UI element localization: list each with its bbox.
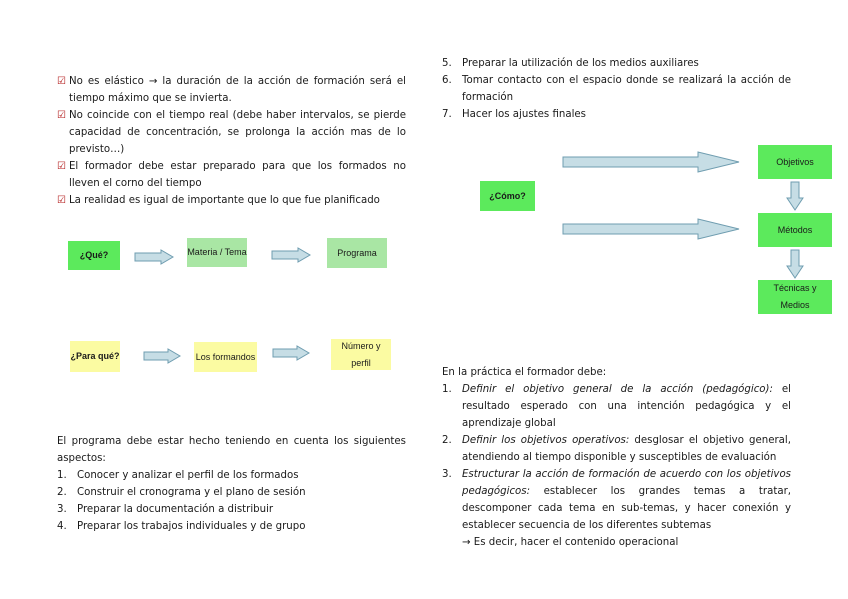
practica-list — [442, 381, 791, 534]
list-item: 3. Preparar la documentación a distribuir — [57, 504, 274, 515]
programa-list-part2 — [442, 55, 791, 123]
list-item: 6. Tomar contacto con el espacio donde se realizará la acción de formación — [442, 75, 791, 103]
list-item: 3. Estructurar la acción de formación de acuerdo con los objetivos pedagógicos: establecer los grandes temas a tratar, descomponer cada tema en sub-temas, y hacer conexión y establecer secuencia de los diferentes subtemas — [442, 469, 791, 531]
list-item: 1. Conocer y analizar el perfil de los formados — [57, 470, 299, 481]
long-arrow-right-icon — [562, 218, 740, 240]
list-item: 2. Definir los objetivos operativos: desglosar el objetivo general, atendiendo al tiempo disponible y susceptibles de evaluación — [442, 435, 791, 463]
como-box: ¿Cómo? — [480, 181, 535, 211]
metodos-box: Métodos — [758, 213, 832, 247]
para-que-box: ¿Para qué? — [70, 341, 120, 372]
list-item: 1. Definir el objetivo general de la acción (pedagógico): el resultado esperado con una intención pedagógica y el aprendizaje global — [442, 384, 792, 429]
check-box-icon: ☑ — [57, 161, 66, 172]
bullet-item: ☑ El formador debe estar preparado para que los formados no lleven el corno del tiempo — [57, 158, 406, 192]
programa-section — [57, 433, 406, 535]
materia-tema-box: Materia / Tema — [187, 238, 247, 267]
arrow-down-icon — [786, 249, 804, 279]
long-arrow-right-icon — [562, 151, 740, 173]
bullet-list — [57, 73, 406, 209]
practica-intro: En la práctica el formador debe: — [442, 367, 607, 378]
list-item: 5. Preparar la utilización de los medios auxiliares — [442, 58, 699, 69]
arrow-down-icon — [786, 181, 804, 211]
left-bullets — [57, 73, 406, 209]
list-item: 7. Hacer los ajustes finales — [442, 109, 586, 120]
list-item: 4. Preparar los trabajos individuales y de grupo — [57, 521, 306, 532]
check-box-icon: ☑ — [57, 76, 66, 87]
check-box-icon: ☑ — [57, 195, 66, 206]
list-item: 2. Construir el cronograma y el plano de sesión — [57, 487, 306, 498]
los-formandos-box: Los formandos — [194, 342, 257, 372]
arrow-right-icon — [143, 348, 181, 364]
numero-perfil-box: Número y perfil — [331, 339, 391, 370]
check-box-icon: ☑ — [57, 110, 66, 121]
arrow-right-icon — [271, 247, 311, 263]
arrow-right-icon — [272, 345, 310, 361]
practica-section — [442, 364, 791, 551]
practica-conclusion: → Es decir, hacer el contenido operacional — [462, 537, 679, 548]
programa-intro: El programa debe estar hecho teniendo en cuenta los siguientes aspectos: — [57, 436, 406, 464]
programa-list-part1 — [57, 467, 406, 535]
programa-box: Programa — [327, 238, 387, 268]
que-box: ¿Qué? — [68, 241, 120, 270]
objetivos-box: Objetivos — [758, 145, 832, 179]
bullet-item: ☑ La realidad es igual de importante que lo que fue planificado — [57, 192, 406, 209]
bullet-item: ☑ No coincide con el tiempo real (debe haber intervalos, se pierde capacidad de concentración, se prolonga la acción mas de lo previsto…) — [57, 107, 406, 158]
programa-continued — [442, 55, 791, 123]
arrow-right-icon — [134, 249, 174, 265]
bullet-item: ☑ No es elástico → la duración de la acción de formación será el tiempo máximo que se invierta. — [57, 73, 406, 107]
tecnicas-medios-box: Técnicas y Medios — [758, 280, 832, 314]
